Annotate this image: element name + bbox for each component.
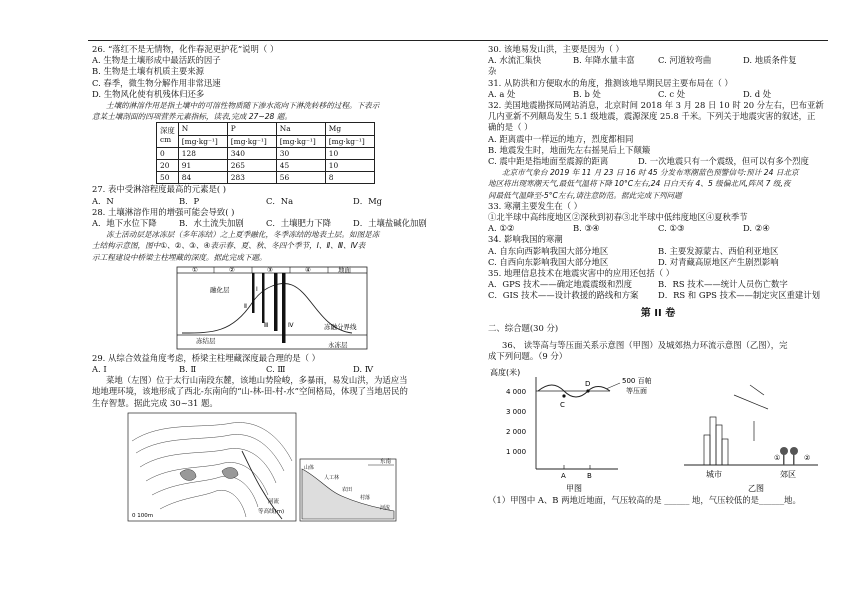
q30-option-a: A. 水流汇集快 bbox=[488, 55, 542, 66]
q32-stem-line3: 确的是（ ） bbox=[488, 122, 533, 133]
pillar-1 bbox=[252, 273, 255, 313]
top-rule bbox=[88, 40, 828, 41]
season-2: ② bbox=[229, 265, 235, 274]
cell-n: 91 bbox=[178, 160, 227, 172]
cell-na: 45 bbox=[276, 160, 325, 172]
label-a: A bbox=[561, 472, 566, 481]
q26-stem: 26. “落红不是无情物，化作春泥更护花”说明（ ） bbox=[92, 44, 279, 54]
isobar-label-2: 等压面 bbox=[626, 387, 647, 396]
q30-option-d: D. 地质条件复 bbox=[743, 55, 797, 66]
corner-depth: 深度 bbox=[160, 126, 175, 136]
q32-option-d: D. 一次地震只有一个震级，但可以有多个烈度 bbox=[638, 156, 809, 167]
label-d: D bbox=[585, 380, 591, 389]
point-d bbox=[586, 390, 589, 393]
q35-option-a: A．GPS 技术——确定地震震级和烈度 bbox=[488, 279, 633, 290]
tick-4000: 4 000 bbox=[506, 388, 527, 397]
q27-intro-line1: 土壤的淋溶作用是指土壤中的可溶性物质随下渗水流向下淋洗转移的过程。下表示 bbox=[106, 101, 380, 111]
q28-option-c: C．土壤肥力下降 bbox=[266, 218, 332, 229]
tick-2000: 2 000 bbox=[506, 428, 527, 437]
q32-stem-line1: 32. 美国地震勘探局网站消息，北京时间 2018 年 3 月 28 日 10 时 20 分左右，巴布亚新 bbox=[488, 100, 824, 111]
right-column bbox=[488, 44, 828, 507]
section-heading: 第 II 卷 bbox=[640, 307, 676, 319]
cell-mg: 8 bbox=[325, 172, 374, 184]
q33-statements: ①北半球中高纬度地区②深秋到初春③北半球中低纬度地区④夏秋季节 bbox=[488, 212, 748, 223]
q27-option-c: C．Na bbox=[266, 195, 294, 206]
ground-label: 地面 bbox=[338, 265, 351, 274]
pillar-label-4: Ⅳ bbox=[288, 321, 294, 329]
season-4: ④ bbox=[305, 265, 311, 274]
q28-option-d: D．土壤盐碱化加剧 bbox=[353, 218, 427, 229]
q35-stem: 35. 地理信息技术在地震灾害中的应用还包括（ ） bbox=[488, 268, 675, 279]
q27-options bbox=[92, 196, 440, 207]
unit-p: [mg·kg⁻¹] bbox=[227, 135, 276, 147]
city-buildings bbox=[704, 417, 728, 465]
q29-option-a: A. Ⅰ bbox=[92, 364, 107, 375]
cell-p: 340 bbox=[227, 147, 276, 159]
q29-option-d: D. Ⅳ bbox=[353, 364, 374, 375]
q26-option-a: A. 生物是土壤形成中最活跃的因子 bbox=[92, 55, 221, 66]
q34-options-cd bbox=[488, 257, 828, 268]
q35-option-c: C．GIS 技术——设计救援的路线和方案 bbox=[488, 290, 639, 301]
q34-option-d: D. 对青藏高原地区产生剧烈影响 bbox=[658, 256, 779, 267]
q36-stem-line1: 36、 读等高与等压面关系示意图（甲图）及城郊热力环流示意图（乙图），完 bbox=[502, 340, 788, 351]
header-na: Na bbox=[276, 123, 325, 135]
q30-intro-line2: 地地理环境，该地形成了西北-东南向的“山-林-田-村-水”空间格局，体现了当地居民的 bbox=[92, 386, 408, 397]
valley-area-1 bbox=[180, 469, 196, 480]
q34-options-ab bbox=[488, 246, 828, 257]
cell-na: 30 bbox=[276, 147, 325, 159]
q32-option-c: C. 震中距是指地面至震源的距离 bbox=[488, 156, 609, 167]
cell-depth: 50 bbox=[157, 172, 179, 184]
contour-map-figure bbox=[92, 411, 440, 523]
permafrost-label: 永冻层 bbox=[328, 340, 348, 349]
unit-n: [mg·kg⁻¹] bbox=[178, 135, 227, 147]
q26-option-b: B. 生物是土壤有机质主要来源 bbox=[92, 66, 204, 77]
profile-farmland: 农田 bbox=[342, 486, 353, 493]
q29-intro-line1: 冻土活动层是冰冻层（多年冻结）之上夏季融化，冬季冻结的地表土层。如图是冻 bbox=[106, 230, 380, 240]
q29-options bbox=[92, 364, 440, 375]
pillar-label-2: Ⅱ bbox=[244, 302, 247, 310]
cell-p: 283 bbox=[227, 172, 276, 184]
q32-stem-line2: 几内亚新不列颠岛发生 5.1 级地震，震源深度 25.8 千米。下列关于地震灾害的叙述，正 bbox=[488, 111, 816, 122]
pillar-3 bbox=[274, 273, 278, 331]
q33-option-c: C. ①③ bbox=[658, 223, 685, 234]
q27-option-d: D．Mg bbox=[353, 195, 383, 206]
q30-options bbox=[488, 55, 828, 66]
q34-option-b: B. 主要发源蒙古、西伯利亚地区 bbox=[658, 245, 779, 256]
q32-options-cd bbox=[488, 156, 828, 167]
q30-intro-line1: 菜地（左图）位于太行山南段东麓，该地山势险峻，多暴雨，易发山洪，为适应当 bbox=[106, 375, 408, 386]
q33-option-d: D. ②④ bbox=[743, 223, 770, 234]
q35-options-ab bbox=[488, 279, 828, 290]
cell-n: 84 bbox=[178, 172, 227, 184]
suburb-label: 郊区 bbox=[780, 470, 796, 480]
profile-forest: 人工林 bbox=[324, 474, 340, 481]
season-3: ③ bbox=[267, 265, 273, 274]
q28-option-a: A．地下水位下降 bbox=[92, 218, 157, 229]
table-row bbox=[157, 147, 375, 159]
left-column bbox=[92, 44, 440, 523]
q35-option-b: B．RS 技术——统计人员伤亡数字 bbox=[658, 279, 788, 290]
corner-unit: cm bbox=[160, 135, 172, 145]
q31-option-d: D. d 处 bbox=[743, 88, 772, 99]
table-corner bbox=[157, 123, 179, 147]
label-b: B bbox=[587, 472, 592, 481]
header-n: N bbox=[178, 123, 227, 135]
q35-options-cd bbox=[488, 290, 828, 301]
season-1: ① bbox=[192, 265, 198, 274]
point-c bbox=[562, 395, 565, 398]
tick-3000: 3 000 bbox=[506, 408, 527, 417]
caption-fig1: 甲图 bbox=[566, 484, 582, 494]
q31-options bbox=[488, 89, 828, 100]
q34-option-a: A. 自东向西影响我国大部分地区 bbox=[488, 245, 609, 256]
q32-option-b: B. 地震发生时，地面先左右摇晃后上下颠簸 bbox=[488, 144, 651, 155]
q34-stem: 34. 影响我国的寒潮 bbox=[488, 234, 563, 245]
permafrost-diagram bbox=[92, 263, 440, 353]
cell-na: 56 bbox=[276, 172, 325, 184]
legend-contour: 等高线(m) bbox=[258, 508, 285, 515]
q33-intro-line1: 北京市气象台 2019 年 11 月 23 日 16 时 45 分发布寒潮蓝色预警信号:预计 24 日北京 bbox=[502, 168, 799, 178]
q26-option-c: C. 春季，微生物分解作用非常迅速 bbox=[92, 77, 221, 88]
profile-village: 村落 bbox=[360, 494, 371, 501]
header-p: P bbox=[227, 123, 276, 135]
q27-option-a: A．N bbox=[92, 195, 114, 206]
pillar-2 bbox=[262, 273, 265, 323]
pillar-label-1: Ⅰ bbox=[256, 285, 258, 293]
q33-option-a: A. ①② bbox=[488, 223, 515, 234]
q29-intro-line2: 土结构示意图，图中①、②、③、④表示春、夏、秋、冬四个季节，Ⅰ、Ⅱ、Ⅲ、Ⅳ表 bbox=[92, 241, 366, 251]
part2-heading: 二、综合题(30 分) bbox=[488, 322, 559, 333]
suburb-trees bbox=[780, 447, 798, 465]
unit-na: [mg·kg⁻¹] bbox=[276, 135, 325, 147]
soil-nutrient-table bbox=[156, 122, 375, 184]
table-row bbox=[157, 172, 375, 184]
label-c: C bbox=[560, 401, 565, 410]
q28-stem: 28. 土壤淋溶作用的增强可能会导致( ) bbox=[92, 206, 235, 217]
table-row bbox=[157, 160, 375, 172]
q27-intro-line2: 意某土壤剖面的四项营养元素指标，读表,完成 27~28 题。 bbox=[92, 112, 292, 122]
q27-stem: 27. 表中受淋溶程度最高的元素是( ) bbox=[92, 184, 227, 195]
unit-mg: [mg·kg⁻¹] bbox=[325, 135, 374, 147]
pillar-label-3: Ⅲ bbox=[264, 321, 269, 329]
q33-intro-line2: 地区将出现寒潮天气,最低气温将下降 10°C左右,24 日白天有 4、5 级偏北风,阵风 7 级,夜 bbox=[488, 179, 791, 189]
frozen-layer-label: 冻结层 bbox=[196, 336, 216, 345]
axis-ylabel: 高度(米) bbox=[490, 368, 521, 378]
pressure-circulation-figure bbox=[488, 365, 828, 495]
q33-stem: 33. 寒潮主要发生在（ ） bbox=[488, 200, 583, 211]
profile-river: 河流 bbox=[380, 504, 391, 511]
q30-intro-line3: 生存智慧。据此完成 30~31 题。 bbox=[92, 397, 218, 408]
q31-stem: 31. 从防洪和方便取水的角度，推测该地早期民居主要布局在（ ） bbox=[488, 77, 733, 88]
valley-area-2 bbox=[222, 467, 238, 478]
q36-stem-line2: 成下列问题。（9 分） bbox=[488, 351, 568, 362]
pillar-4 bbox=[282, 273, 286, 343]
q30-stem: 30. 该地易发山洪，主要是因为（ ） bbox=[488, 44, 624, 54]
boundary-label: 冻融分界线 bbox=[324, 322, 357, 331]
cell-depth: 20 bbox=[157, 160, 179, 172]
q28-options bbox=[92, 218, 440, 229]
q30-option-c: C. 河道较弯曲 bbox=[658, 55, 712, 66]
profile-direction: 东南 bbox=[380, 458, 392, 465]
q32-option-a: A. 距离震中一样远的地方，烈度都相同 bbox=[488, 133, 634, 144]
header-mg: Mg bbox=[325, 123, 374, 135]
circulation-marker-2: ② bbox=[804, 454, 811, 463]
caption-fig2: 乙图 bbox=[748, 484, 764, 494]
profile-mountain: 山体 bbox=[304, 464, 315, 471]
cell-p: 265 bbox=[227, 160, 276, 172]
q26-option-d: D. 生物风化使有机残体归还多 bbox=[92, 88, 205, 99]
cell-depth: 0 bbox=[157, 147, 179, 159]
q30-option-d-cont: 杂 bbox=[488, 66, 497, 77]
q34-option-c: C. 自西向东影响我国大部分地区 bbox=[488, 256, 609, 267]
q29-option-b: B. Ⅱ bbox=[179, 364, 197, 375]
cell-mg: 10 bbox=[325, 160, 374, 172]
thaw-layer-label: 融化层 bbox=[210, 285, 230, 294]
q33-options bbox=[488, 223, 828, 234]
q31-option-c: C. c 处 bbox=[658, 88, 686, 99]
q31-option-b: B. b 处 bbox=[573, 88, 601, 99]
q31-option-a: A. a 处 bbox=[488, 88, 516, 99]
q28-option-b: B．水土流失加剧 bbox=[179, 218, 244, 229]
q29-option-c: C. Ⅲ bbox=[266, 364, 286, 375]
legend-river: 河流 bbox=[268, 498, 280, 505]
circulation-marker-1: ① bbox=[774, 454, 781, 463]
cell-n: 128 bbox=[178, 147, 227, 159]
q35-option-d: D．RS 和 GPS 技术——制定灾区重建计划 bbox=[658, 290, 821, 301]
q33-intro-line3: 间最低气温降至-5°C左右,请注意防范。据此完成下列问题 bbox=[488, 190, 682, 200]
city-label: 城市 bbox=[706, 470, 722, 480]
q30-option-b: B. 年降水量丰富 bbox=[573, 55, 635, 66]
isobar-label-1: 500 百帕 bbox=[622, 377, 652, 386]
profile-terrain bbox=[302, 469, 394, 519]
cell-mg: 10 bbox=[325, 147, 374, 159]
q29-intro-line3: 示工程建设中桥梁主柱埋藏的深度。据此完成下题。 bbox=[92, 252, 267, 262]
q27-option-b: B．P bbox=[179, 195, 200, 206]
q33-option-b: B. ③④ bbox=[573, 223, 600, 234]
q36-part1: （1）甲图中 A、B 两地近地面，气压较高的是 ______ 地，气压较低的是______地。 bbox=[488, 495, 801, 506]
tick-1000: 1 000 bbox=[506, 448, 527, 457]
q29-stem: 29. 从综合效益角度考虑，桥梁主柱埋藏深度最合理的是（ ） bbox=[92, 352, 321, 363]
map-scale: 0 100m bbox=[132, 512, 154, 519]
